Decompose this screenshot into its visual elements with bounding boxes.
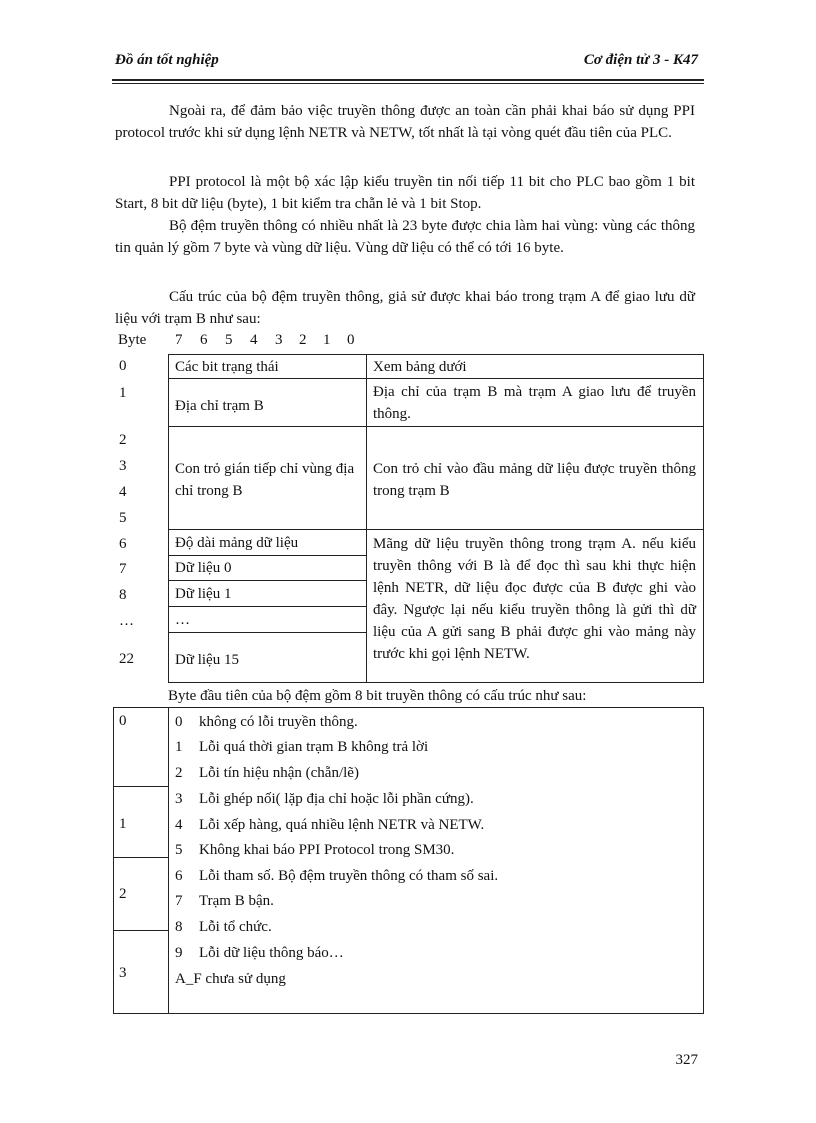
paragraph-2: PPI protocol là một bộ xác lập kiểu truyền tin nối tiếp 11 bit cho PLC bao gồm 1 bit Start, 8 bit dữ liệu (byte), 1 bit kiểm tra chẵn lẻ và 1 bit Stop. <box>115 174 695 212</box>
bit-label-4: 4 <box>250 332 258 348</box>
paragraph-4: Cấu trúc của bộ đệm truyền thông, giả sử được khai báo trong trạm A để giao lưu dữ liệu với trạm B như sau: <box>115 289 695 327</box>
error-text: Lỗi tổ chức. <box>199 919 272 935</box>
row-number: 8 <box>119 587 127 603</box>
byte-column-header: Byte <box>118 332 147 348</box>
error-item <box>175 765 359 782</box>
bit-label-5: 5 <box>225 332 233 348</box>
error-code: 8 <box>175 919 183 935</box>
status-group-label: 1 <box>119 816 127 832</box>
error-text: Lỗi dữ liệu thông báo… <box>199 945 344 961</box>
row-number: … <box>119 613 134 629</box>
status-group-rule <box>113 786 169 787</box>
row-number: 6 <box>119 536 127 552</box>
status-group-rule <box>113 857 169 858</box>
paragraph-3: Bộ đệm truyền thông có nhiều nhất là 23 byte được chia làm hai vùng: vùng các thông tin quản lý gồm 7 byte và vùng dữ liệu. Vùng dữ liệu có thể có tới 16 byte. <box>115 218 695 256</box>
pointer-desc-label: Con trỏ chỉ vào đầu mảng dữ liệu được truyền thông trong trạm B <box>373 461 696 499</box>
error-item <box>175 919 272 936</box>
error-code: 1 <box>175 739 183 755</box>
error-text: Lỗi tham số. Bộ đệm truyền thông có tham số sai. <box>199 868 499 884</box>
error-item <box>175 817 484 834</box>
bit-label-6: 6 <box>200 332 208 348</box>
error-item <box>175 868 498 885</box>
error-item <box>175 945 344 962</box>
ellipsis-label: … <box>175 612 190 628</box>
error-text: Trạm B bận. <box>199 893 274 909</box>
see-below-label: Xem bảng dưới <box>373 359 467 375</box>
status-caption: Byte đầu tiên của bộ đệm gồm 8 bit truyền thông có cấu trúc như sau: <box>168 688 587 704</box>
addr-b-desc-label: Địa chỉ của trạm B mà trạm A giao lưu để truyền thông. <box>373 384 696 422</box>
status-bits-label: Các bit trạng thái <box>175 359 279 375</box>
error-text: không có lỗi truyền thông. <box>199 714 358 730</box>
bit-label-7: 7 <box>175 332 183 348</box>
error-item <box>175 791 474 808</box>
bit-label-3: 3 <box>275 332 283 348</box>
row-number: 5 <box>119 510 127 526</box>
status-group-label: 3 <box>119 965 127 981</box>
data0-label: Dữ liệu 0 <box>175 560 232 576</box>
bit-label-1: 1 <box>323 332 331 348</box>
error-item <box>175 893 274 910</box>
error-code: 6 <box>175 868 183 884</box>
row-number: 3 <box>119 458 127 474</box>
status-group-label: 0 <box>119 713 127 729</box>
error-code: 4 <box>175 817 183 833</box>
status-group-rule <box>113 930 169 931</box>
row-number: 22 <box>119 651 134 667</box>
error-text: Không khai báo PPI Protocol trong SM30. <box>199 842 455 858</box>
data15-label: Dữ liệu 15 <box>175 652 239 668</box>
header-left-title: Đồ án tốt nghiệp <box>115 52 219 68</box>
error-code: 9 <box>175 945 183 961</box>
error-code: 0 <box>175 714 183 730</box>
row-number: 4 <box>119 484 127 500</box>
error-item <box>175 739 428 756</box>
status-group-label: 2 <box>119 886 127 902</box>
error-code: 2 <box>175 765 183 781</box>
page-number: 327 <box>675 1052 698 1068</box>
error-code: 3 <box>175 791 183 807</box>
unused-codes: A_F chưa sử dụng <box>175 971 286 987</box>
pointer-label: Con trỏ gián tiếp chỉ vùng địa chỉ trong B <box>175 461 355 499</box>
row-number: 1 <box>119 385 127 401</box>
error-text: Lỗi tín hiệu nhận (chẵn/lẽ) <box>199 765 359 781</box>
row-number: 7 <box>119 561 127 577</box>
data1-label: Dữ liệu 1 <box>175 586 232 602</box>
cell-ellipsis <box>168 606 367 633</box>
error-text: Lỗi xếp hàng, quá nhiều lệnh NETR và NETW. <box>199 817 485 833</box>
header-rule-thick <box>112 79 704 81</box>
addr-b-label: Địa chỉ trạm B <box>175 398 264 414</box>
length-label: Độ dài mảng dữ liệu <box>175 535 299 551</box>
error-item <box>175 714 358 731</box>
header-rule-thin <box>112 83 704 84</box>
bit-label-0: 0 <box>347 332 355 348</box>
error-code: 7 <box>175 893 183 909</box>
error-text: Lỗi ghép nối( lặp địa chỉ hoặc lỗi phần cứng). <box>199 791 474 807</box>
error-code: 5 <box>175 842 183 858</box>
data-desc-label: Mãng dữ liệu truyền thông trong trạm A. nếu kiểu truyền thông với B là để đọc thì sau khi thực hiện lệnh NETR, dữ liệu đọc được của B được ghi vào đây. Ngược lại nếu kiểu truyền thông là gửi thì dữ liệu của A gửi sang B phải được ghi vào mảng này trước khi gọi lệnh NETW. <box>373 536 696 662</box>
header-right-title: Cơ điện tử 3 - K47 <box>583 52 698 68</box>
row-number: 2 <box>119 432 127 448</box>
paragraph-1: Ngoài ra, để đảm bảo việc truyền thông được an toàn cần phải khai báo sử dụng PPI protocol trước khi sử dụng lệnh NETR và NETW, tốt nhất là tại vòng quét đầu tiên của PLC. <box>115 103 695 141</box>
status-table-divider <box>168 707 169 1014</box>
row-number: 0 <box>119 358 127 374</box>
bit-label-2: 2 <box>299 332 307 348</box>
error-text: Lỗi quá thời gian trạm B không trả lời <box>199 739 429 755</box>
error-item <box>175 842 454 859</box>
